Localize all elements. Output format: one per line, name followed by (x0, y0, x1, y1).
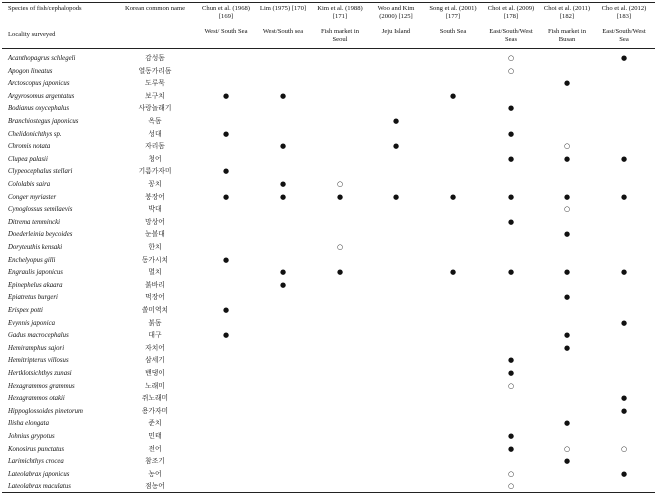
table-row (0, 66, 657, 78)
table-row (0, 103, 657, 115)
filled-dot-mark: ● (507, 104, 515, 113)
header-locality: Locality surveyed (8, 31, 56, 38)
study-ref: Kim et al. (1988) [171] (317, 5, 363, 20)
korean-name: 참조기 (145, 457, 165, 466)
table-row (0, 444, 657, 456)
header-korean: Korean common name (124, 5, 186, 12)
species-name: Chelidonichthys sp. (8, 130, 62, 138)
filled-dot-mark: ● (279, 142, 287, 151)
korean-name: 옥돔 (148, 117, 162, 125)
study-location: South Sea (439, 28, 467, 35)
study-ref: Lim (1975) [170] (259, 5, 307, 12)
species-name: Doryteuthis kensaki (8, 244, 63, 251)
table-row (0, 368, 657, 380)
filled-dot-mark: ● (620, 394, 628, 403)
species-name: Hemiramphus sajori (8, 344, 65, 352)
species-name: Lateolabrax japonicus (8, 470, 70, 478)
open-circle-mark: ○ (620, 444, 628, 453)
filled-dot-mark: ● (620, 318, 628, 327)
filled-dot-mark: ● (620, 154, 628, 163)
species-name: Acanthopagrus schlegeli (8, 55, 76, 62)
species-name: Doederleinia beycoides (8, 231, 73, 239)
filled-dot-mark: ● (279, 180, 287, 188)
table-row (0, 292, 657, 304)
table-row (0, 229, 657, 241)
table-row (0, 242, 657, 254)
species-name: Branchiostegus japonicus (8, 118, 79, 125)
table-row (0, 91, 657, 103)
table-row (0, 418, 657, 430)
filled-dot-mark: ● (563, 154, 571, 163)
filled-dot-mark: ● (336, 268, 344, 277)
filled-dot-mark: ● (620, 469, 628, 478)
open-circle-mark: ○ (336, 180, 344, 188)
filled-dot-mark: ● (563, 268, 571, 277)
filled-dot-mark: ● (449, 91, 457, 100)
filled-dot-mark: ● (507, 268, 515, 277)
table-row (0, 166, 657, 178)
table-row (0, 179, 657, 191)
species-name: Epinephelus akaara (8, 281, 63, 289)
study-location: West/ South Sea (204, 28, 248, 35)
filled-dot-mark: ● (507, 129, 515, 138)
open-circle-mark: ○ (563, 205, 571, 214)
open-circle-mark: ○ (507, 54, 515, 62)
filled-dot-mark: ● (563, 79, 571, 88)
study-location: East/South/West Sea (602, 28, 646, 43)
korean-name: 노래미 (145, 381, 165, 390)
open-circle-mark: ○ (507, 469, 515, 478)
species-name: Johnius grypotus (8, 433, 55, 440)
filled-dot-mark: ● (563, 293, 571, 302)
filled-dot-mark: ● (279, 91, 287, 100)
filled-dot-mark: ● (507, 154, 515, 163)
korean-name: 사랑놀래기 (138, 104, 172, 113)
table-row (0, 129, 657, 141)
korean-name: 성대 (148, 129, 162, 138)
korean-name: 한치 (148, 243, 162, 251)
table-row (0, 53, 657, 65)
open-circle-mark: ○ (336, 243, 344, 251)
korean-name: 먹장어 (145, 293, 165, 302)
species-name: Enchelyopus gilli (8, 256, 56, 264)
study-location: Jeju Island (381, 28, 411, 35)
table-row (0, 192, 657, 204)
species-name: Cynoglossus semilaevis (8, 206, 73, 214)
species-name: Arctoscopus japonicus (8, 80, 70, 88)
filled-dot-mark: ● (563, 192, 571, 201)
species-name: Argyrosomus argentatus (8, 92, 75, 100)
filled-dot-mark: ● (392, 117, 400, 125)
filled-dot-mark: ● (222, 255, 230, 264)
table-row (0, 78, 657, 90)
filled-dot-mark: ● (222, 331, 230, 340)
filled-dot-mark: ● (507, 432, 515, 440)
species-name: Lateolabrax maculatus (8, 483, 71, 491)
korean-name: 자치어 (145, 343, 165, 352)
table-row (0, 305, 657, 317)
study-location: Fish market in Seoul (320, 28, 360, 43)
korean-name: 기름가자미 (138, 167, 172, 176)
filled-dot-mark: ● (279, 280, 287, 289)
filled-dot-mark: ● (507, 444, 515, 453)
korean-name: 삼세기 (145, 356, 165, 365)
filled-dot-mark: ● (620, 192, 628, 201)
species-name: Larimichthys crocea (8, 458, 64, 466)
filled-dot-mark: ● (620, 268, 628, 277)
species-name: Erispex potti (8, 307, 43, 314)
table-row (0, 330, 657, 342)
study-ref: Song et al. (2001) [177] (429, 5, 477, 20)
header-rule (2, 48, 655, 49)
filled-dot-mark: ● (222, 167, 230, 176)
korean-name: 꽁치 (148, 180, 162, 188)
study-ref: Choi et al. (2011) [182] (543, 5, 591, 20)
species-name: Conger myriaster (8, 193, 57, 201)
korean-name: 붉바리 (145, 280, 165, 289)
korean-name: 보구치 (145, 91, 165, 100)
study-location: Fish market in Busan (547, 28, 587, 43)
study-ref: Cho et al. (2012) [183] (601, 5, 647, 20)
species-name: Epiatretus burgeri (8, 294, 58, 302)
filled-dot-mark: ● (563, 457, 571, 466)
filled-dot-mark: ● (449, 268, 457, 277)
korean-name: 준치 (148, 419, 162, 428)
table-bottom-rule (2, 492, 655, 493)
filled-dot-mark: ● (392, 142, 400, 151)
table-row (0, 469, 657, 481)
study-location: East/South/West Seas (489, 28, 533, 43)
species-name: Ilisha elongata (8, 420, 49, 428)
filled-dot-mark: ● (279, 268, 287, 277)
filled-dot-mark: ● (507, 217, 515, 226)
filled-dot-mark: ● (449, 192, 457, 201)
korean-name: 열동가리돔 (138, 66, 172, 75)
species-name: Hexagrammos otakii (8, 395, 65, 403)
filled-dot-mark: ● (563, 419, 571, 428)
filled-dot-mark: ● (336, 192, 344, 201)
table-row (0, 343, 657, 355)
filled-dot-mark: ● (507, 369, 515, 377)
filled-dot-mark: ● (222, 129, 230, 138)
open-circle-mark: ○ (563, 444, 571, 453)
filled-dot-mark: ● (620, 406, 628, 415)
korean-name: 용가자미 (141, 406, 169, 415)
filled-dot-mark: ● (563, 343, 571, 352)
korean-name: 청어 (148, 154, 162, 163)
korean-name: 민태 (148, 432, 162, 440)
table-row (0, 267, 657, 279)
species-name: Gadus macrocephalus (8, 332, 69, 340)
species-name: Hexagrammos grammus (8, 382, 75, 390)
korean-name: 붕장어 (145, 192, 165, 201)
filled-dot-mark: ● (392, 192, 400, 201)
species-name: Konosirus punctatus (8, 445, 65, 453)
filled-dot-mark: ● (563, 331, 571, 340)
korean-name: 박대 (148, 205, 162, 214)
species-name: Clypeocephalus stellari (8, 168, 73, 176)
study-location: West/South sea (262, 28, 304, 35)
table-row (0, 217, 657, 229)
table-top-rule (2, 2, 655, 3)
korean-name: 농어 (148, 469, 162, 478)
table-row (0, 431, 657, 443)
filled-dot-mark: ● (620, 54, 628, 62)
table-row (0, 280, 657, 292)
korean-name: 밴댕이 (145, 369, 165, 377)
open-circle-mark: ○ (507, 381, 515, 390)
filled-dot-mark: ● (222, 306, 230, 314)
study-ref: Woo and Kim (2000) [125] (377, 5, 415, 20)
species-name: Engraulis japonicus (8, 269, 63, 277)
table-row (0, 204, 657, 216)
filled-dot-mark: ● (279, 192, 287, 201)
korean-name: 쏠미역치 (141, 306, 169, 314)
korean-name: 눈볼대 (145, 230, 165, 239)
korean-name: 감성돔 (145, 54, 165, 62)
filled-dot-mark: ● (563, 230, 571, 239)
korean-name: 대구 (148, 331, 162, 340)
species-name: Ditrema temmincki (8, 218, 61, 226)
table-row (0, 141, 657, 153)
study-ref: Choi et al. (2009) [178] (487, 5, 535, 20)
species-name: Clupea palasii (8, 155, 48, 163)
species-name: Cololabis saira (8, 181, 51, 188)
table-row (0, 154, 657, 166)
study-ref: Chun et al. (1968) [169] (202, 5, 250, 20)
korean-name: 점농어 (145, 482, 165, 491)
species-name: Hertklotsichthys zunasi (8, 370, 72, 377)
open-circle-mark: ○ (563, 142, 571, 151)
table-row (0, 406, 657, 418)
species-name: Bodianus oxycephalus (8, 105, 69, 113)
filled-dot-mark: ● (222, 192, 230, 201)
open-circle-mark: ○ (507, 482, 515, 491)
species-name: Hemitripterus villosus (8, 357, 69, 365)
filled-dot-mark: ● (507, 192, 515, 201)
table-row (0, 381, 657, 393)
korean-name: 도루묵 (145, 79, 165, 88)
species-name: Apogon lineatus (8, 67, 53, 75)
species-name: Hippoglossoides pinetorum (8, 407, 83, 415)
species-name: Evynnis japonica (8, 319, 56, 327)
open-circle-mark: ○ (507, 66, 515, 75)
table-row (0, 355, 657, 367)
species-name: Chromis notata (8, 143, 51, 151)
korean-name: 전어 (148, 444, 162, 453)
korean-name: 동가시치 (141, 255, 169, 264)
filled-dot-mark: ● (507, 356, 515, 365)
korean-name: 자리돔 (145, 142, 165, 151)
table-row (0, 393, 657, 405)
table-row (0, 318, 657, 330)
korean-name: 망상어 (145, 217, 165, 226)
table-row (0, 116, 657, 128)
korean-name: 붉돔 (148, 318, 162, 327)
korean-name: 멸치 (148, 268, 162, 277)
table-row (0, 255, 657, 267)
filled-dot-mark: ● (222, 91, 230, 100)
table-row (0, 456, 657, 468)
korean-name: 쥐노래미 (141, 394, 169, 403)
header-species: Species of fish/cephalopods (8, 5, 82, 12)
